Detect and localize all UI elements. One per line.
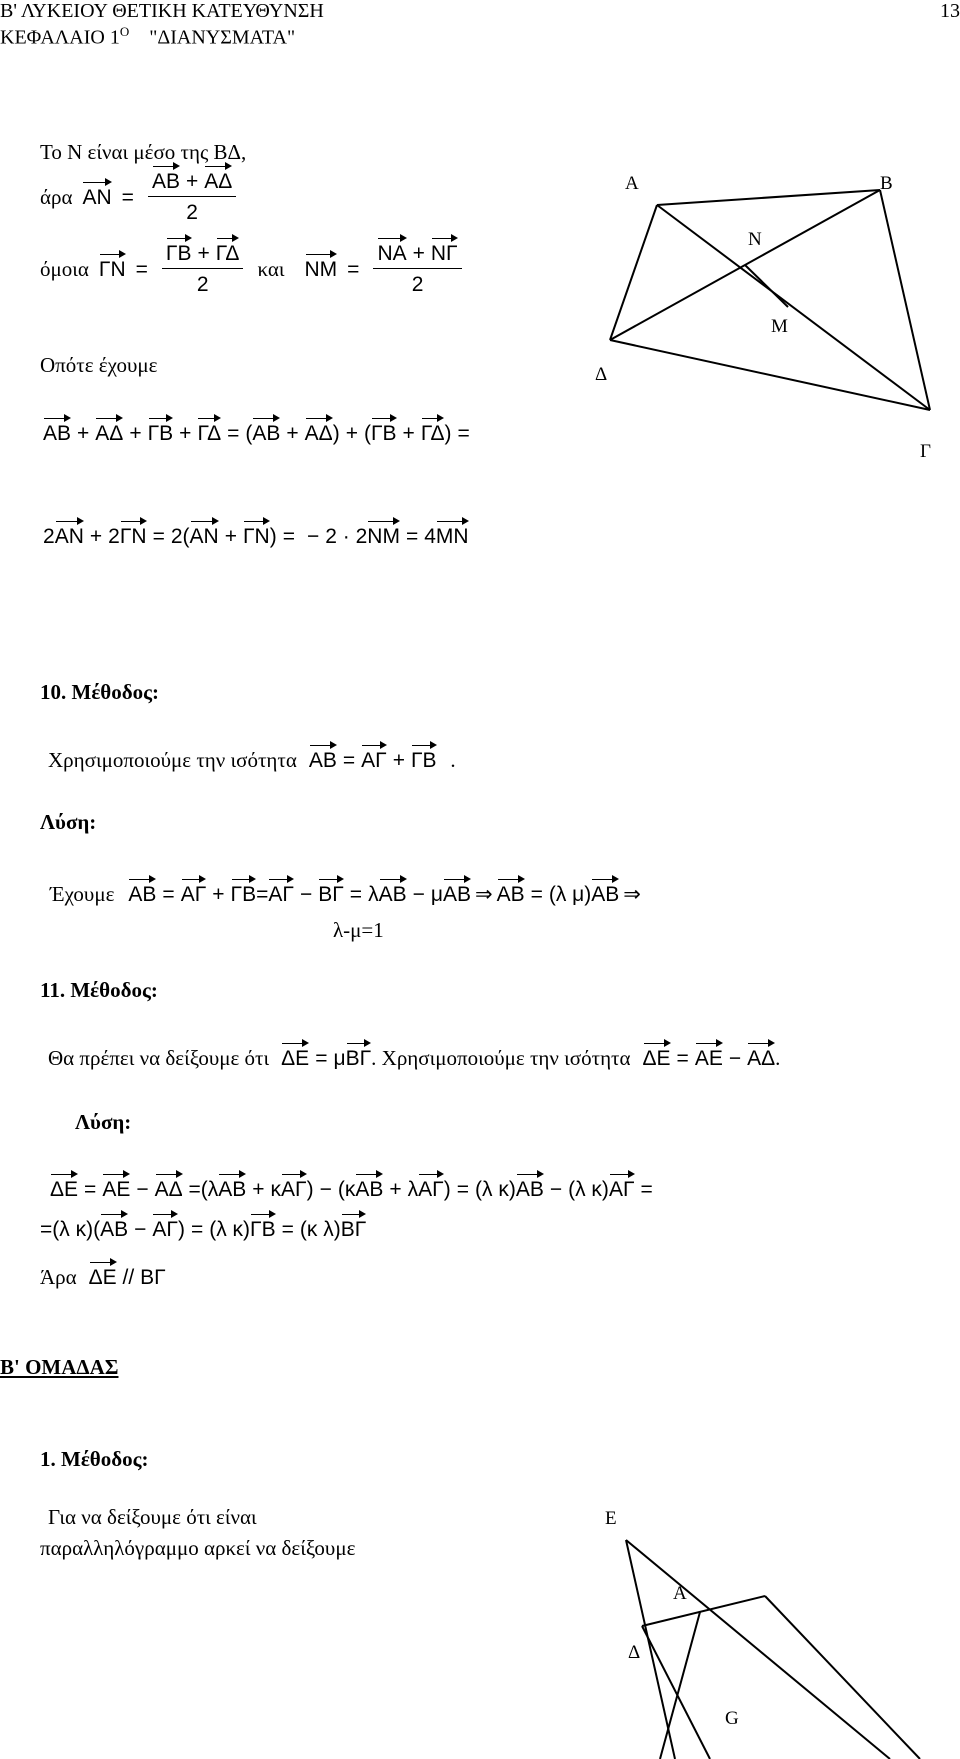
sec10-solution-row: Έχουμε ΑΒ = ΑΓ + ΓΒ=ΑΓ − ΒΓ = λΑΒ − μΑΒ ⇒ ΑΒ = (λ μ)ΑΒ ⇒ xyxy=(50,882,641,906)
header-title: Β' ΛΥΚΕΙΟΥ ΘΕΤΙΚΗ ΚΑΤΕΥΘΥΝΣΗ xyxy=(0,0,324,22)
sec9-gn-nm-equation xyxy=(40,242,466,297)
equals-sign: = xyxy=(135,257,148,281)
vec-gb: ΓΒ xyxy=(370,422,397,445)
vec-gd: ΓΔ xyxy=(420,422,445,445)
vec-ab: ΑΒ xyxy=(252,422,281,445)
vec-bg: ΒΓ xyxy=(345,1047,372,1070)
vec-mn: ΜΝ xyxy=(435,525,469,548)
label-m: Μ xyxy=(771,316,788,337)
vec-nm: ΝΜ xyxy=(367,525,400,548)
equals-sign: = xyxy=(347,257,360,281)
sec10-text: Χρησιμοποιούμε την ισότητα xyxy=(48,748,297,772)
segment-ag xyxy=(660,1612,700,1759)
vec-gn: ΓΝ xyxy=(98,257,126,281)
line-a xyxy=(765,1596,920,1759)
vec-gd: ΓΔ xyxy=(215,242,240,265)
sec10-lysi: Λύση: xyxy=(40,810,97,834)
sec11-ara: Άρα xyxy=(40,1265,77,1289)
vec-gb: ΓΒ xyxy=(165,242,192,265)
vec-nm: ΝΜ xyxy=(304,257,338,281)
vec-an: ΑΝ xyxy=(82,185,112,209)
vec-de: ΔΕ xyxy=(281,1047,310,1070)
header-chapter-sup: Ο xyxy=(119,24,130,39)
label-b: Β xyxy=(880,173,893,194)
vec-gb: ΓΒ xyxy=(147,422,174,445)
fraction-na-ng: $\frac{NA + N\Gamma}{2}$ xyxy=(373,242,461,297)
vec-an: ΑΝ xyxy=(189,525,219,548)
label-a: Α xyxy=(625,173,639,194)
groupb-m1-title: 1. Μέθοδος: xyxy=(40,1447,149,1471)
equals-sign: = xyxy=(121,185,134,209)
sec11-solution-line1: ΔΕ = ΑΕ − ΑΔ =(λΑΒ + κΑΓ) − (κΑΒ + λΑΓ) = (λ κ)ΑΒ − (λ κ)ΑΓ = xyxy=(50,1178,653,1201)
label-d: Δ xyxy=(628,1642,641,1663)
header-chapter-suffix: "ΔΙΑΝΥΣΜΑΤΑ" xyxy=(149,26,296,49)
vec-gd: ΓΔ xyxy=(197,422,222,445)
header-chapter xyxy=(0,24,295,50)
sec10-result: λ-μ=1 xyxy=(333,918,384,942)
groupb-heading: Β' ΟΜΑΔΑΣ xyxy=(0,1355,119,1379)
sec9-sum-equation: ΑΒ + ΑΔ + ΓΒ + ΓΔ = (ΑΒ + ΑΔ) + (ΓΒ + ΓΔ) = xyxy=(43,422,470,445)
denominator: 2 xyxy=(186,201,198,224)
vec-ad: ΑΔ xyxy=(304,422,333,445)
edge-da xyxy=(610,205,657,340)
label-g: Γ xyxy=(920,441,931,462)
sec11-text1: Θα πρέπει να δείξουμε ότι xyxy=(48,1046,270,1070)
label-e: Ε xyxy=(605,1508,617,1529)
vec-na: ΝΑ xyxy=(377,242,407,265)
sec11-title: 11. Μέθοδος: xyxy=(40,978,158,1002)
sec10-title: 10. Μέθοδος: xyxy=(40,680,160,704)
sec11-lysi: Λύση: xyxy=(75,1110,132,1134)
sec10-identity: Χρησιμοποιούμε την ισότητα ΑΒ = ΑΓ + ΓΒ . xyxy=(48,748,456,772)
sec11-solution-line2: =(λ κ)(ΑΒ − ΑΓ) = (λ κ)ΓΒ = (κ λ)ΒΓ xyxy=(40,1218,367,1241)
segment-dg xyxy=(642,1626,710,1759)
denominator: 2 xyxy=(196,273,209,296)
label-a: Α xyxy=(673,1583,687,1604)
sec9-kai: και xyxy=(257,257,285,281)
groupb-m1-line1: Για να δείξουμε ότι είναι xyxy=(48,1505,257,1529)
vec-ae: ΑΕ xyxy=(694,1047,723,1070)
denominator: 2 xyxy=(411,273,424,296)
label-d: Δ xyxy=(595,364,608,385)
sec9-intro: Το Ν είναι μέσο της ΒΔ, xyxy=(40,140,247,164)
vec-ng: ΝΓ xyxy=(430,242,458,265)
vec-ag: ΑΓ xyxy=(361,749,387,772)
vec-an: ΑΝ xyxy=(54,525,84,548)
sec9-opote: Οπότε έχουμε xyxy=(40,353,158,377)
vec-gn: ΓΝ xyxy=(119,525,147,548)
vec-gn: ΓΝ xyxy=(242,525,270,548)
label-g: G xyxy=(725,1708,739,1729)
segment-da xyxy=(642,1596,765,1626)
segment-nm xyxy=(745,265,788,307)
parallelogram-figure xyxy=(590,1500,960,1759)
sec9-omoia: όμοια xyxy=(40,257,89,281)
vec-de: ΔΕ xyxy=(642,1047,671,1070)
page-number: 13 xyxy=(940,0,960,22)
header-chapter-prefix: ΚΕΦΑΛΑΙΟ 1 xyxy=(0,26,120,49)
vec-ab: ΑΒ xyxy=(43,422,72,445)
sec9-result-equation: 2ΑΝ + 2ΓΝ = 2(ΑΝ + ΓΝ) = − 2 · 2ΝΜ = 4ΜΝ xyxy=(43,525,469,548)
vec-ab: ΑΒ xyxy=(308,749,337,772)
sec9-an-equation xyxy=(40,170,240,225)
vec-ad: ΑΔ xyxy=(747,1047,776,1070)
sec9-ara: άρα xyxy=(40,185,73,209)
fraction-gb-gd: $\frac{\Gamma B + \Gamma\Delta}{2}$ xyxy=(162,242,244,297)
edge-ab xyxy=(657,190,880,205)
quadrilateral-figure xyxy=(580,160,960,470)
vec-ad: ΑΔ xyxy=(204,170,233,193)
line-e xyxy=(626,1540,890,1759)
sec10-exoume: Έχουμε xyxy=(50,882,115,906)
fraction-ab-ad: $\frac{AB + A\Delta}{2}$ xyxy=(148,170,236,225)
groupb-m1-line2: παραλληλόγραμμο αρκεί να δείξουμε xyxy=(40,1536,356,1560)
vec-de: ΔΕ xyxy=(88,1266,117,1289)
vec-ad: ΑΔ xyxy=(95,422,124,445)
sec11-conclusion: Άρα ΔΕ // ΒΓ xyxy=(40,1265,166,1289)
sec11-statement: Θα πρέπει να δείξουμε ότι ΔΕ = μΒΓ. Χρησιμοποιούμε την ισότητα ΔΕ = ΑΕ − ΑΔ. xyxy=(48,1046,781,1070)
label-n: Ν xyxy=(748,229,762,250)
vec-ab: ΑΒ xyxy=(151,170,180,193)
sec11-text2: . Χρησιμοποιούμε την ισότητα xyxy=(371,1046,631,1070)
vec-gb: ΓΒ xyxy=(410,749,437,772)
